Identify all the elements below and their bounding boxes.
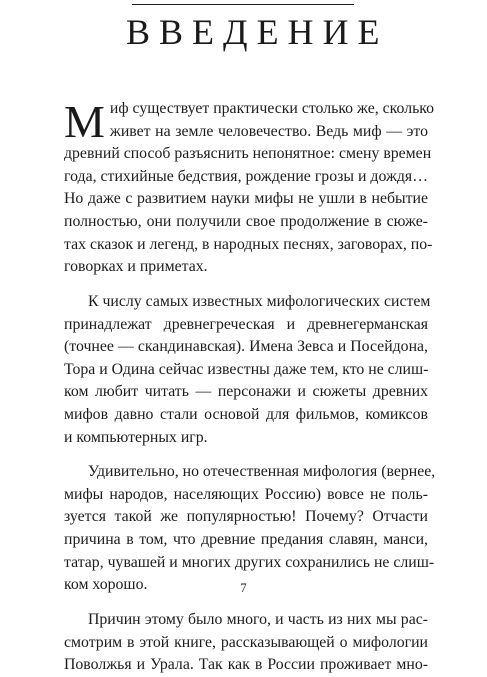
- text-line: татар, чувашей и многих других сохранились не слиш-: [64, 553, 435, 571]
- text-line: тах сказок и легенд, в народных песнях, заговорах, по-: [64, 235, 433, 253]
- text-line: ком любит читать — персонажи и сюжеты древних: [64, 383, 428, 401]
- text-line: ком хорошо.: [64, 576, 148, 594]
- top-rule: [132, 4, 354, 5]
- text-line: причина в том, что древние предания славян, манси,: [64, 531, 428, 549]
- text-line: принадлежат древнегреческая и древнегерманская: [64, 315, 428, 333]
- text-line: мифы народов, населяющих Россию) вовсе не поль-: [64, 485, 428, 503]
- text-line: Удивительно, но отечественная мифология (вернее,: [88, 463, 436, 481]
- text-line: и компьютерных игр.: [64, 428, 208, 446]
- paragraph-2: [64, 291, 431, 449]
- text-line: смотрим в этой книге, рассказывающей о мифологии: [64, 633, 428, 651]
- text-line: (точнее — скандинавская). Имена Зевса и Посейдона,: [64, 338, 428, 356]
- chapter-title: ВВЕДЕНИЕ: [126, 12, 389, 52]
- text-line: Причин этому было много, и часть из них мы рас-: [88, 611, 428, 629]
- text-line: К числу самых известных мифологических систем: [88, 292, 431, 310]
- text-line: Но даже с развитием науки мифы не ушли в небытие: [64, 190, 428, 208]
- text-line: говорках и приметах.: [64, 258, 208, 276]
- text-line: живет на земле человечество. Ведь миф — это: [109, 122, 428, 140]
- text-line: зуется такой же популярностью! Почему? Отчасти: [64, 508, 428, 526]
- page-number: 7: [240, 581, 247, 595]
- text-line: года, стихийные бедствия, рождение грозы и дождя…: [64, 167, 428, 185]
- text-line: Тора и Одина сейчас известны даже тем, кто не слиш-: [64, 360, 429, 378]
- paragraph-3: [64, 461, 436, 597]
- text-line: иф существует практически столько же, сколько: [109, 100, 435, 117]
- text-line: Поволжья и Урала. Так как в России проживает мно-: [64, 656, 428, 674]
- drop-cap: М: [64, 96, 105, 147]
- text-line: древний способ разъяснить непонятное: смену времен: [64, 145, 432, 163]
- paragraph-1: [64, 96, 435, 279]
- text-line: мифов давно стали основой для фильмов, комиксов: [64, 405, 428, 423]
- text-line: полностью, они получили свое продолжение в сюже-: [64, 212, 428, 230]
- paragraph-4: [64, 609, 428, 677]
